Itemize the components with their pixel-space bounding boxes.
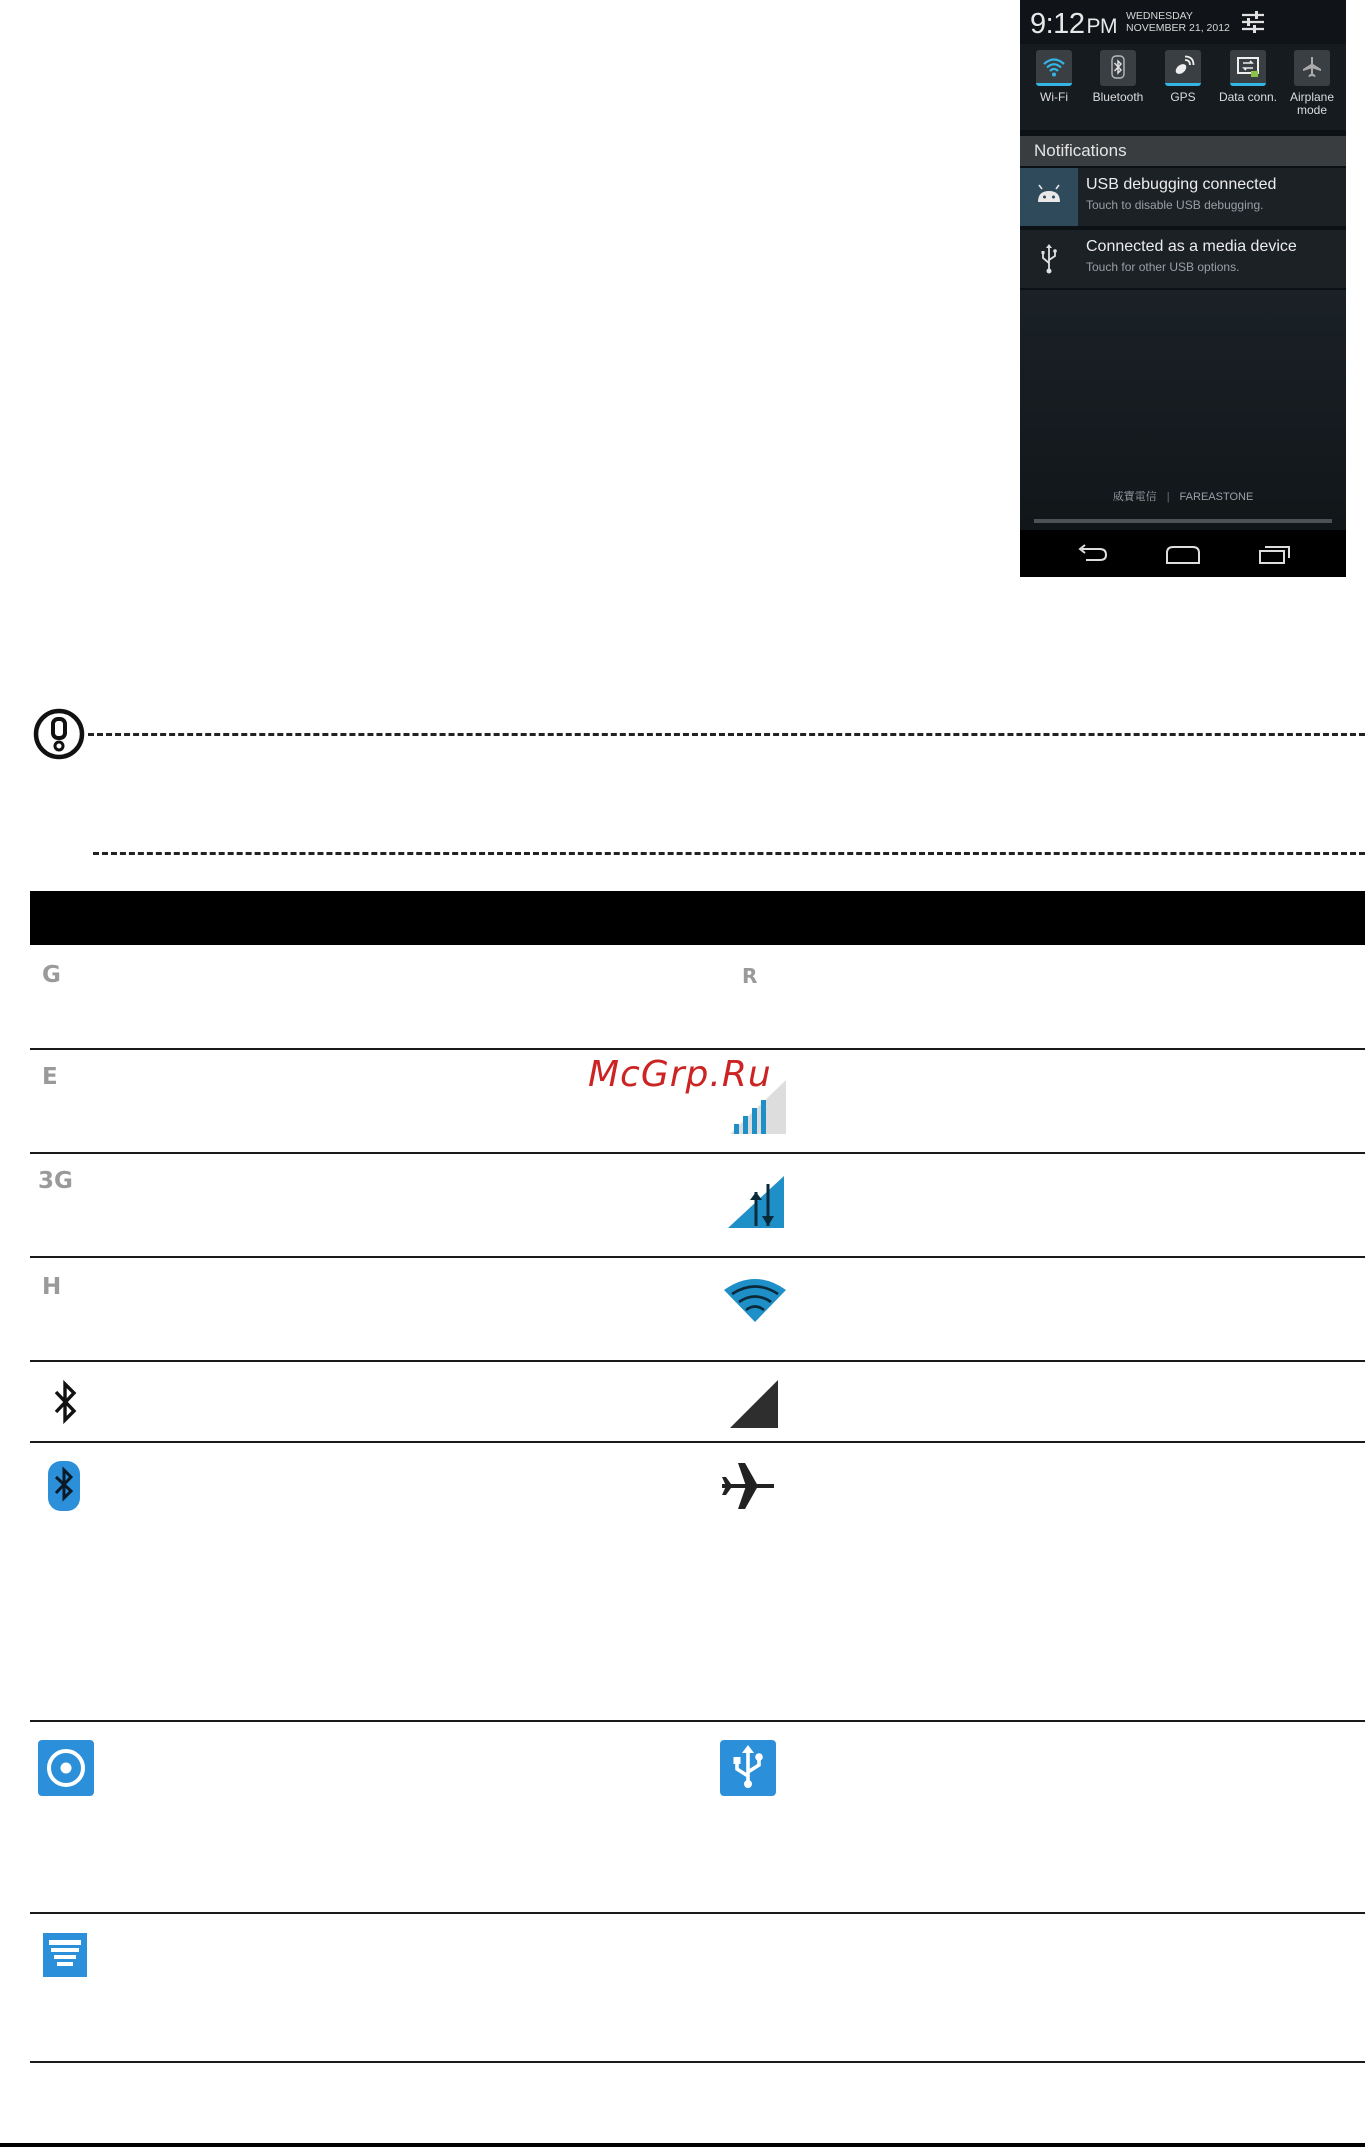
gps-active-icon bbox=[36, 1738, 96, 1798]
date bbox=[1126, 10, 1230, 34]
row-divider bbox=[30, 1152, 1365, 1154]
no-signal-icon bbox=[726, 1378, 782, 1430]
panel-handle[interactable] bbox=[1034, 519, 1332, 523]
carrier-name: FAREASTONE bbox=[1179, 491, 1254, 503]
row-divider bbox=[30, 2061, 1365, 2063]
recent-apps-icon[interactable] bbox=[1258, 543, 1292, 565]
table-row bbox=[712, 950, 1365, 1046]
airplane-icon bbox=[1294, 50, 1330, 86]
wifi-signal-icon bbox=[722, 1276, 788, 1326]
notifications-header: Notifications bbox=[1020, 136, 1346, 166]
home-icon[interactable] bbox=[1165, 543, 1201, 565]
note-text bbox=[100, 760, 1300, 762]
table-row bbox=[30, 1262, 710, 1358]
bluetooth-icon bbox=[1100, 50, 1136, 86]
quick-toggles bbox=[1020, 44, 1346, 130]
row-divider bbox=[30, 1256, 1365, 1258]
notification-title: USB debugging connected bbox=[1086, 176, 1277, 193]
3g-icon: 3G bbox=[38, 1168, 73, 1194]
hsdpa-icon: H bbox=[42, 1274, 62, 1300]
signal-data-transfer-icon bbox=[722, 1170, 788, 1232]
carrier-label: 威寶電信 | FAREASTONE bbox=[1112, 491, 1254, 503]
toggle-label: GPS bbox=[1170, 90, 1196, 104]
row-divider bbox=[30, 1912, 1365, 1914]
android-debug-icon bbox=[1020, 168, 1078, 226]
settings-icon[interactable] bbox=[1240, 10, 1266, 34]
table-row bbox=[30, 950, 710, 1046]
row-divider bbox=[30, 1720, 1365, 1722]
notification-title: Connected as a media device bbox=[1086, 238, 1297, 255]
table-row bbox=[30, 1366, 710, 1440]
data-connection-icon bbox=[1230, 50, 1266, 86]
table-row bbox=[712, 1054, 1365, 1150]
clock-time: 9:12 bbox=[1030, 8, 1085, 40]
edge-icon: E bbox=[42, 1064, 58, 1090]
roaming-icon: R bbox=[742, 964, 758, 988]
toggle-wifi[interactable] bbox=[1022, 50, 1086, 104]
clock-ampm: PM bbox=[1086, 15, 1117, 38]
page-bottom-rule bbox=[0, 2143, 1365, 2147]
watermark: McGrp.Ru bbox=[588, 1054, 772, 1095]
table-row bbox=[712, 1726, 1365, 1910]
navigation-bar bbox=[1020, 530, 1346, 577]
notification-subtitle: Touch to disable USB debugging. bbox=[1086, 198, 1264, 212]
toggle-airplane-mode[interactable] bbox=[1280, 50, 1344, 117]
bluetooth-connected-icon bbox=[46, 1459, 82, 1513]
row-divider bbox=[30, 1360, 1365, 1362]
carrier-name-local: 威寶電信 bbox=[1112, 491, 1157, 503]
toggle-bluetooth[interactable] bbox=[1086, 50, 1150, 104]
toggle-label: Wi-Fi bbox=[1040, 90, 1068, 104]
table-row bbox=[30, 1158, 710, 1254]
toggle-data-connection[interactable] bbox=[1216, 50, 1280, 104]
table-row bbox=[30, 1447, 710, 1717]
notification-media-device[interactable] bbox=[1020, 230, 1346, 288]
usb-icon bbox=[1020, 230, 1078, 288]
toggle-label: Data conn. bbox=[1218, 90, 1278, 104]
row-divider bbox=[30, 1441, 1365, 1443]
airplane-mode-icon bbox=[720, 1461, 776, 1511]
toggle-label: Bluetooth bbox=[1092, 90, 1144, 104]
notification-usb-debugging[interactable] bbox=[1020, 168, 1346, 226]
gps-icon bbox=[1165, 50, 1201, 86]
clock bbox=[1030, 8, 1117, 41]
status-header bbox=[1020, 0, 1346, 44]
warning-icon bbox=[32, 707, 86, 761]
row-divider bbox=[30, 1048, 1365, 1050]
wifi-icon bbox=[1036, 50, 1072, 86]
notification-panel-screenshot bbox=[1020, 0, 1346, 577]
table-header bbox=[30, 891, 1365, 945]
note-divider-top bbox=[88, 733, 1365, 736]
bluetooth-on-icon bbox=[50, 1380, 82, 1426]
table-row bbox=[712, 1447, 1365, 1717]
date-day: WEDNESDAY bbox=[1126, 10, 1193, 22]
table-row bbox=[30, 1726, 710, 1910]
note-divider-bottom bbox=[93, 852, 1365, 855]
table-row bbox=[712, 1262, 1365, 1358]
table-row bbox=[712, 1158, 1365, 1254]
toggle-label: Airplane mode bbox=[1289, 90, 1335, 117]
usb-connected-icon bbox=[718, 1738, 778, 1798]
toggle-gps[interactable] bbox=[1151, 50, 1215, 104]
notification-subtitle: Touch for other USB options. bbox=[1086, 260, 1240, 274]
back-icon[interactable] bbox=[1076, 543, 1110, 565]
table-row bbox=[30, 1918, 710, 2058]
table-row bbox=[712, 1366, 1365, 1440]
date-full: NOVEMBER 21, 2012 bbox=[1126, 22, 1230, 34]
gprs-icon: G bbox=[42, 962, 61, 988]
data-sync-icon bbox=[42, 1932, 88, 1978]
